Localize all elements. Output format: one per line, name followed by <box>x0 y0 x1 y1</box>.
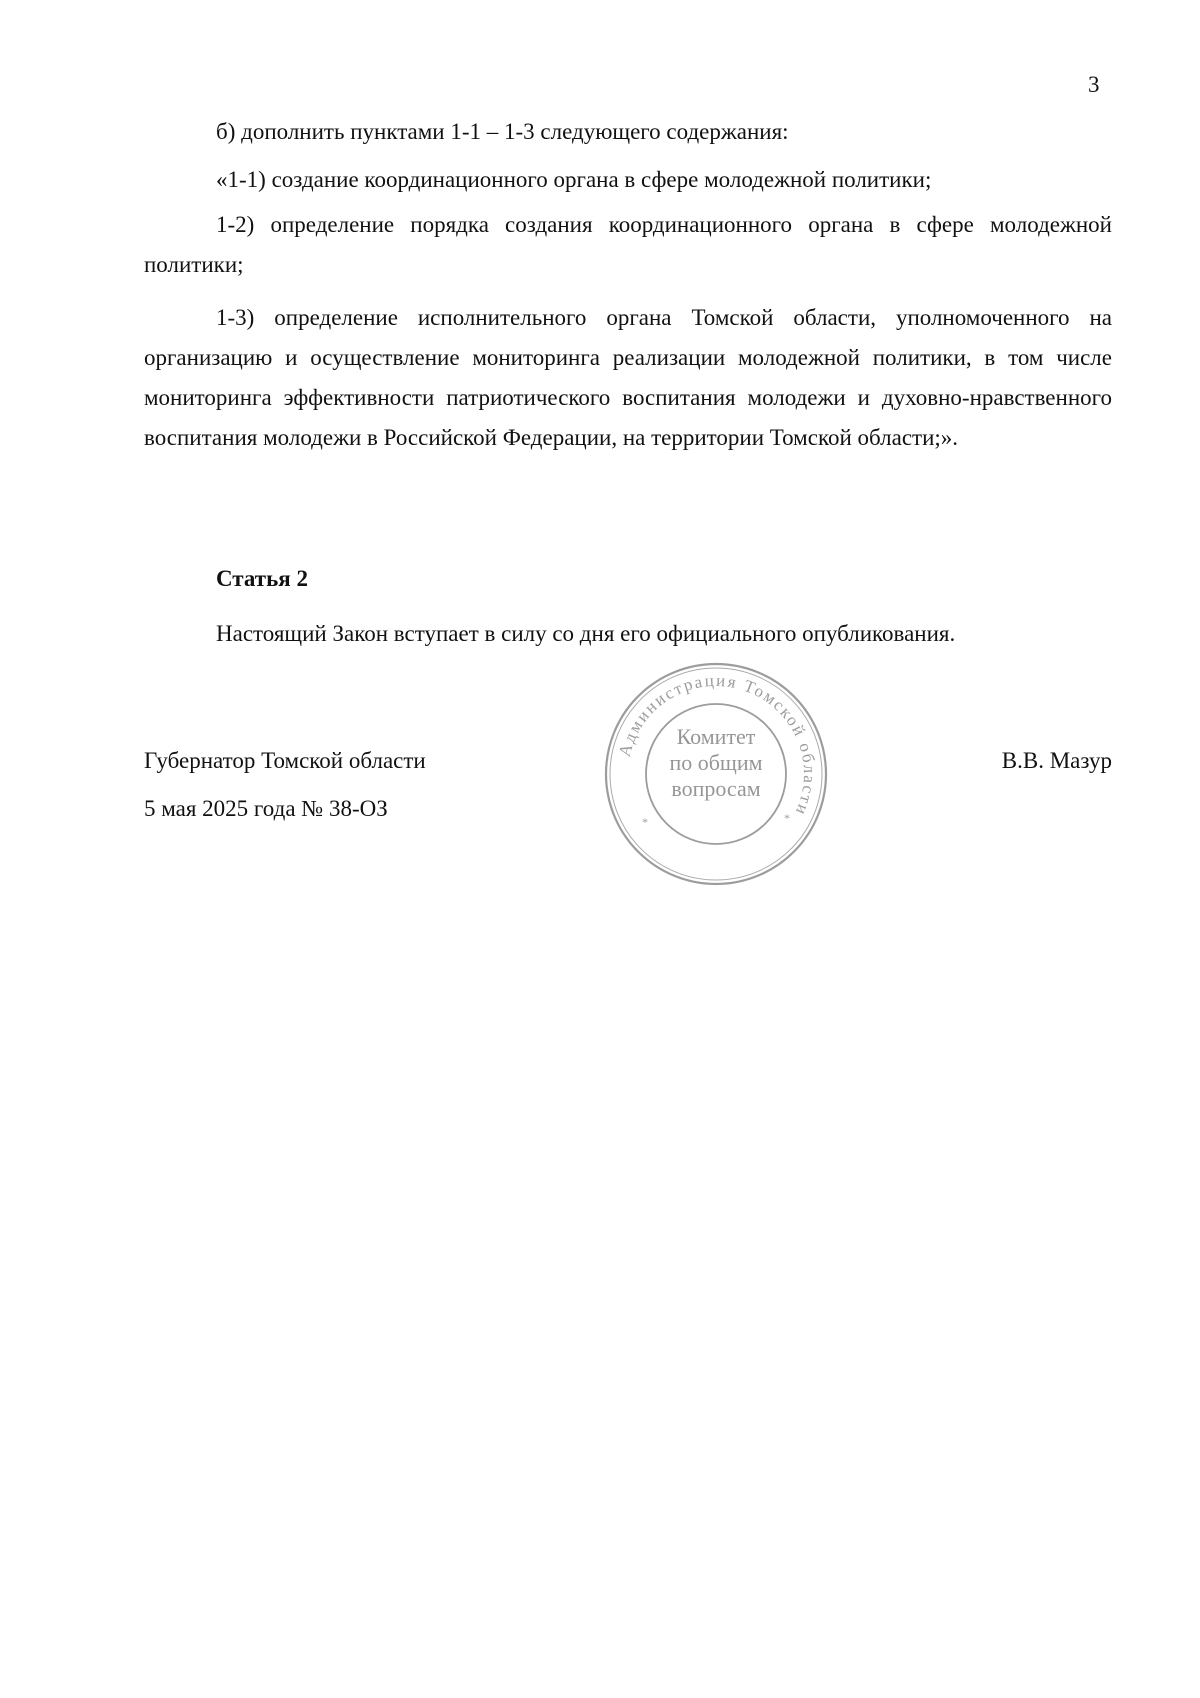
paragraph-b: б) дополнить пунктами 1-1 – 1-3 следующего содержания: <box>216 119 789 144</box>
signature-position: Губернатор Томской области <box>144 748 426 773</box>
paragraph-1-2: 1-2) определение порядка создания координационного органа в сфере молодежной политики; <box>144 212 1112 277</box>
signature-date-number: 5 мая 2025 года № 38-ОЗ <box>144 796 388 821</box>
article-heading: Статья 2 <box>216 566 308 591</box>
signature-name: В.В. Мазур <box>1001 748 1112 773</box>
svg-text:Администрация Томской области: Администрация Томской области <box>614 670 820 820</box>
article-text: Настоящий Закон вступает в силу со дня его официального опубликования. <box>216 621 956 646</box>
svg-text:по общим: по общим <box>669 750 763 775</box>
paragraph-1-3: 1-3) определение исполнительного органа Томской области, уполномоченного на организацию и осуществление мониторинга реализации молодежной политики, в том числе мониторинга эффективности патриотического воспитания молодежи и духовно-нравственного воспитания молодежи в Российской Федерации, на территории Томской области;». <box>144 305 1112 450</box>
page-number: 3 <box>1088 72 1100 97</box>
paragraph-1-1: «1-1) создание координационного органа в сфере молодежной политики; <box>216 167 932 192</box>
official-seal-stamp <box>602 660 830 888</box>
svg-text:вопросам: вопросам <box>671 776 761 801</box>
svg-text:*: * <box>784 811 790 825</box>
svg-text:Комитет: Комитет <box>676 724 756 749</box>
svg-text:*: * <box>642 815 648 829</box>
